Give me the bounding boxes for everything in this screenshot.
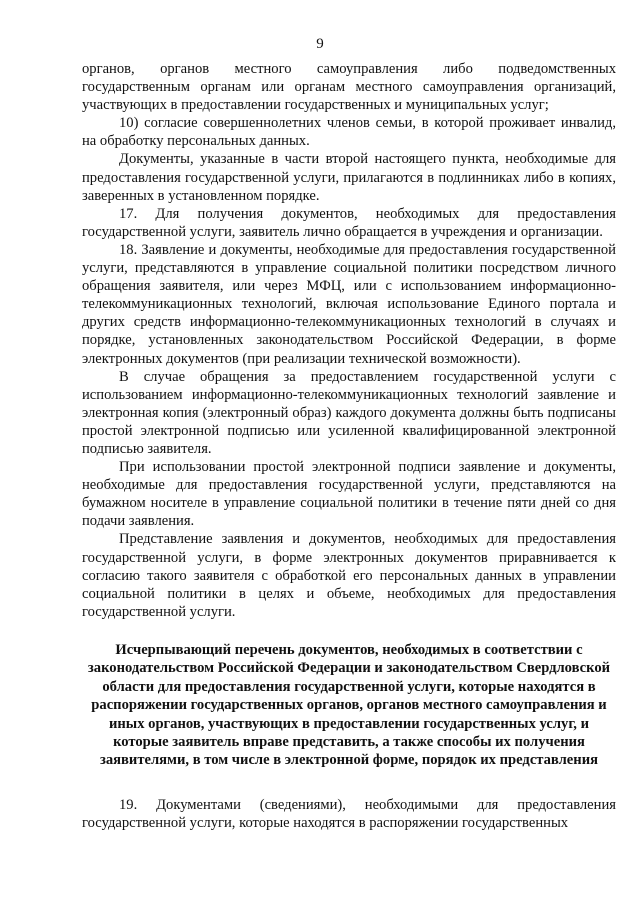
page-number: 9 [316,36,324,52]
paragraph-consent: Представление заявления и документов, необходимых для предоставления государственной услуги, в форме электронных документов приравнивается к согласию такого заявителя с обработкой его персональных данных в управлении социальной политики в целях и объеме, необходимых для предоставления государственной услуги. [82,531,616,620]
paragraph-item-10: 10) согласие совершеннолетних членов семьи, в которой проживает инвалид, на обработку персональных данных. [82,115,616,150]
paragraph-documents-note: Документы, указанные в части второй настоящего пункта, необходимые для предоставления государственной услуги, прилагаются в подлинниках либо в копиях, заверенных в установленном порядке. [82,151,616,204]
paragraph-simple-signature: При использовании простой электронной подписи заявление и документы, необходимые для предоставления государственной услуги, представляются на бумажном носителе в управление социальной политики в течение пяти дней со дня подачи заявления. [82,459,616,530]
section-heading: Исчерпывающий перечень документов, необходимых в соответствии с законодательством Российской Федерации и законодательством Свердловской области для предоставления государственной услуги, которые находятся в распоряжении государственных органов, органов местного самоуправления и иных органов, участвующих в предоставлении государственных услуг, и которые заявитель вправе представить, а также способы их получения заявителями, в том числе в электронной форме, порядок их представления [87,641,611,769]
paragraph-electronic-signature: В случае обращения за предоставлением государственной услуги с использованием информационно-телекоммуникационных технологий заявление и электронная копия (электронный образ) каждого документа должны быть подписаны простой электронной подписью или усиленной квалифицированной электронной подписью заявителя. [82,368,616,457]
paragraph-18: 18. Заявление и документы, необходимые для предоставления государственной услуги, представляются в управление социальной политики посредством личного обращения заявителя, или через МФЦ, или с использованием информационно-телекоммуникационных технологий, включая использование Единого портала и других средств информационно-телекоммуникационных технологий в случаях и порядке, установленных законодательством Российской Федерации, в форме электронных документов (при реализации технической возможности). [82,241,616,367]
paragraph-17: 17. Для получения документов, необходимых для предоставления государственной услуги, заявитель лично обращается в учреждения и организации. [82,205,616,240]
paragraph-19: 19. Документами (сведениями), необходимыми для предоставления государственной услуги, которые находятся в распоряжении государственных [82,796,616,831]
paragraph-continuation: органов, органов местного самоуправления либо подведомственных государственным органам или органам местного самоуправления организаций, участвующих в предоставлении государственных и муниципальных услуг; [82,61,616,114]
document-body [82,60,616,832]
